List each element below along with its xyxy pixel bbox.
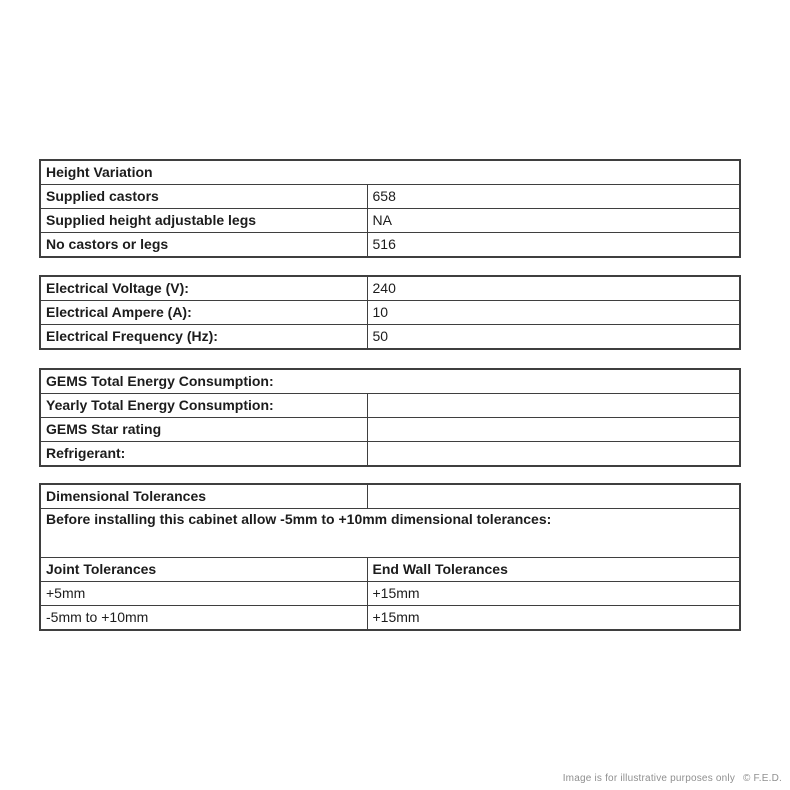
table-row bbox=[40, 185, 740, 209]
row-value: +15mm bbox=[367, 582, 740, 606]
row-label: No castors or legs bbox=[40, 233, 367, 258]
row-value bbox=[367, 484, 740, 509]
row-value: 516 bbox=[367, 233, 740, 258]
table-section-header: Height Variation bbox=[40, 160, 740, 185]
row-value bbox=[367, 418, 740, 442]
table-row bbox=[40, 160, 740, 185]
table-section-header: Dimensional Tolerances bbox=[40, 484, 367, 509]
table-row bbox=[40, 484, 740, 509]
row-label: Electrical Voltage (V): bbox=[40, 276, 367, 301]
row-value bbox=[367, 442, 740, 467]
table-row bbox=[40, 301, 740, 325]
energy-consumption-table bbox=[39, 368, 741, 467]
table-row bbox=[40, 606, 740, 631]
row-value: -5mm to +10mm bbox=[40, 606, 367, 631]
table-row bbox=[40, 582, 740, 606]
row-value: 658 bbox=[367, 185, 740, 209]
column-header-end-wall-tolerances: End Wall Tolerances bbox=[367, 558, 740, 582]
footer-note bbox=[563, 773, 782, 784]
row-label: Yearly Total Energy Consumption: bbox=[40, 394, 367, 418]
row-label: Electrical Ampere (A): bbox=[40, 301, 367, 325]
electrical-table bbox=[39, 275, 741, 350]
table-row bbox=[40, 418, 740, 442]
row-value: +15mm bbox=[367, 606, 740, 631]
table-row bbox=[40, 369, 740, 394]
row-label: GEMS Star rating bbox=[40, 418, 367, 442]
row-value: +5mm bbox=[40, 582, 367, 606]
table-row bbox=[40, 558, 740, 582]
row-label: Electrical Frequency (Hz): bbox=[40, 325, 367, 350]
height-variation-table bbox=[39, 159, 741, 258]
table-section-header: GEMS Total Energy Consumption: bbox=[40, 369, 740, 394]
table-row bbox=[40, 276, 740, 301]
row-value bbox=[367, 394, 740, 418]
row-label: Supplied castors bbox=[40, 185, 367, 209]
table-row bbox=[40, 233, 740, 258]
row-value: 50 bbox=[367, 325, 740, 350]
table-row bbox=[40, 509, 740, 558]
tolerances-note: Before installing this cabinet allow -5mm to +10mm dimensional tolerances: bbox=[40, 509, 740, 558]
table-row bbox=[40, 442, 740, 467]
row-value: 240 bbox=[367, 276, 740, 301]
footer-copyright: © F.E.D. bbox=[743, 773, 782, 784]
table-row bbox=[40, 325, 740, 350]
table-row bbox=[40, 394, 740, 418]
row-value: NA bbox=[367, 209, 740, 233]
row-label: Refrigerant: bbox=[40, 442, 367, 467]
row-label: Supplied height adjustable legs bbox=[40, 209, 367, 233]
footer-text: Image is for illustrative purposes only bbox=[562, 773, 736, 784]
table-row bbox=[40, 209, 740, 233]
dimensional-tolerances-table bbox=[39, 483, 741, 631]
column-header-joint-tolerances: Joint Tolerances bbox=[40, 558, 367, 582]
row-value: 10 bbox=[367, 301, 740, 325]
